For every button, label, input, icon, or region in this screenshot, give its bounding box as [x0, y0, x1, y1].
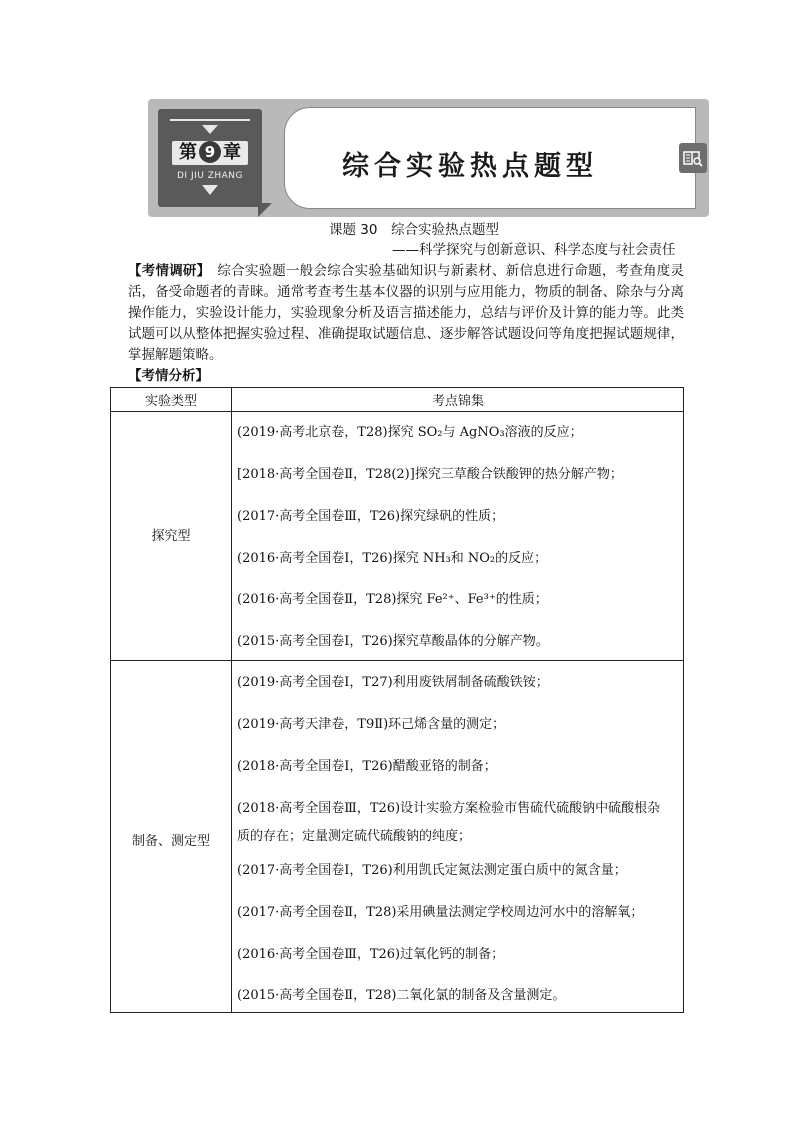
list-item: (2017·高考全国卷Ⅲ，T26)探究绿矾的性质； [237, 509, 505, 524]
list-item: (2019·高考天津卷，T9Ⅱ)环己烯含量的测定； [237, 717, 506, 732]
book-search-icon [679, 143, 707, 173]
list-item: (2019·高考北京卷，T28)探究 SO₂与 AgNO₃溶液的反应； [237, 425, 583, 440]
page-fold-corner [258, 203, 272, 217]
category-explore: 探究型 [151, 529, 191, 544]
list-item: (2016·高考全国卷Ⅲ，T26)过氧化钙的制备； [237, 947, 505, 962]
exam-analysis-table [110, 387, 684, 1013]
badge-divider [170, 119, 250, 121]
chapter-title: 综合实验热点题型 [342, 151, 598, 182]
row-divider [111, 660, 683, 661]
header-points: 考点锦集 [431, 394, 484, 409]
list-item: (2016·高考全国卷Ⅰ，T26)探究 NH₃和 NO₂的反应； [237, 551, 548, 566]
list-item: (2019·高考全国卷Ⅰ，T27)利用废铁屑制备硫酸铁铵； [237, 675, 549, 690]
list-item: [2018·高考全国卷Ⅱ，T28(2)]探究三草酸合铁酸钾的热分解产物； [237, 467, 623, 482]
chapter-banner [148, 99, 709, 217]
chapter-badge [158, 109, 262, 207]
chapter-title-box [284, 107, 696, 209]
category-prepare-measure: 制备、测定型 [131, 834, 210, 849]
list-item: (2017·高考全国卷Ⅱ，T28)采用碘量法测定学校周边河水中的溶解氧； [237, 905, 644, 920]
header-type: 实验类型 [144, 394, 197, 409]
list-item: (2016·高考全国卷Ⅱ，T28)探究 Fe²⁺、Fe³⁺的性质； [237, 592, 548, 607]
chapter-prefix: 第 [179, 142, 197, 163]
triangle-down-icon [202, 125, 218, 134]
list-item: (2017·高考全国卷Ⅰ，T26)利用凯氏定氮法测定蛋白质中的氮含量； [237, 863, 627, 878]
list-item: (2018·高考全国卷Ⅲ，T26)设计实验方案检验市售硫代硫酸钠中硫酸根杂 [237, 801, 661, 816]
list-item: 质的存在；定量测定硫代硫酸钠的纯度； [237, 829, 472, 844]
chapter-suffix: 章 [223, 142, 241, 163]
list-item: (2015·高考全国卷Ⅱ，T28)二氧化氯的制备及含量测定。 [237, 988, 566, 1003]
research-label: 【考情调研】 [128, 263, 204, 279]
triangle-down-icon [202, 185, 218, 195]
lesson-subtitle: ——科学探究与创新意识、科学态度与社会责任 [392, 242, 676, 258]
column-divider [231, 388, 232, 1012]
list-item: (2018·高考全国卷Ⅰ，T26)醋酸亚铬的制备； [237, 759, 497, 774]
chapter-number [158, 139, 262, 167]
research-paragraph [128, 261, 684, 366]
list-item: (2015·高考全国卷Ⅰ，T26)探究草酸晶体的分解产物。 [237, 634, 549, 649]
research-text: 综合实验题一般会综合实验基础知识与新素材、新信息进行命题，考查角度灵活，备受命题者的青睐。通常考查考生基本仪器的识别与应用能力，物质的制备、除杂与分离操作能力，实验设计能力，实验现象分析及语言描述能力，总结与评价及计算的能力等。此类试题可以从整体把握实验过程、准确提取试题信息、逐步解答试题设问等角度把握试题规律，掌握解题策略。 [128, 263, 685, 363]
analysis-label: 【考情分析】 [128, 368, 209, 384]
chapter-number-circle: 9 [199, 141, 221, 163]
chapter-pinyin: DI JIU ZHANG [177, 171, 243, 181]
lesson-title: 课题 30 综合实验热点题型 [329, 222, 499, 238]
